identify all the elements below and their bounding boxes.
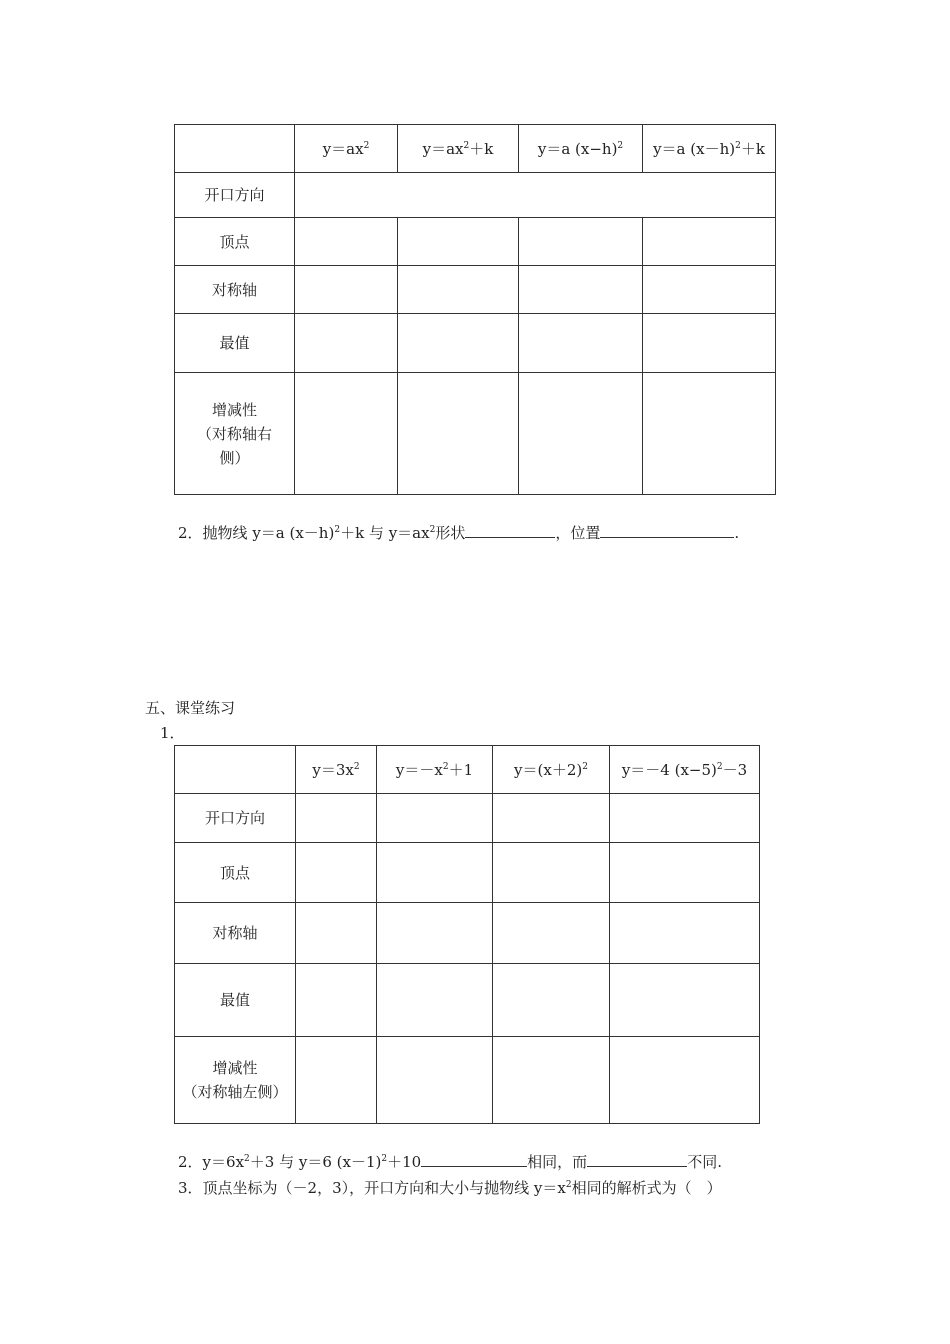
answer-cell[interactable] (643, 373, 776, 495)
row-label: 顶点 (175, 843, 296, 903)
table-row (175, 1037, 760, 1124)
answer-cell[interactable] (377, 794, 493, 843)
exercise-2: 2．$y=6x^2+3$ 与 y＝6 $(x-1)^2+10$ 相同，而 不同. (178, 1153, 722, 1171)
answer-blank[interactable] (600, 523, 734, 538)
answer-cell[interactable] (295, 173, 776, 218)
row-label: 对称轴 (175, 266, 295, 314)
row-label: 顶点 (175, 218, 295, 266)
answer-cell[interactable] (493, 843, 610, 903)
row-label: 开口方向 (175, 794, 296, 843)
answer-cell[interactable] (398, 373, 519, 495)
answer-cell[interactable] (377, 1037, 493, 1124)
answer-cell[interactable] (519, 314, 643, 373)
answer-cell[interactable] (493, 794, 610, 843)
table-row (175, 173, 776, 218)
table-row (175, 218, 776, 266)
answer-cell[interactable] (398, 266, 519, 314)
answer-cell[interactable] (643, 314, 776, 373)
header-cell: $y=ax^2+k$ (398, 125, 519, 173)
answer-cell[interactable] (377, 964, 493, 1037)
answer-cell[interactable] (493, 964, 610, 1037)
answer-cell[interactable] (519, 266, 643, 314)
answer-cell[interactable] (643, 266, 776, 314)
answer-cell[interactable] (519, 218, 643, 266)
table-row (175, 794, 760, 843)
header-cell: $y=3x^2$ (296, 746, 377, 794)
table-row (175, 843, 760, 903)
answer-cell[interactable] (296, 843, 377, 903)
answer-cell[interactable] (610, 903, 760, 964)
row-label: 开口方向 (175, 173, 295, 218)
answer-cell[interactable] (295, 373, 398, 495)
answer-cell[interactable] (296, 903, 377, 964)
row-label-sub: （对称轴右 (196, 424, 272, 443)
answer-cell[interactable] (377, 843, 493, 903)
table-header-row (175, 125, 776, 173)
answer-cell[interactable] (377, 903, 493, 964)
header-cell: y＝a $(x-h)^2$ (519, 125, 643, 173)
table-row (175, 266, 776, 314)
row-label (175, 1037, 296, 1124)
section-title: 五、课堂练习 (145, 699, 236, 717)
table-row (175, 373, 776, 495)
answer-cell[interactable] (295, 266, 398, 314)
answer-cell[interactable] (296, 964, 377, 1037)
table-row (175, 903, 760, 964)
vertex-form-table (174, 124, 776, 495)
header-cell: $y=-x^2+1$ (377, 746, 493, 794)
exercise-table (174, 745, 760, 1124)
row-label-main: 增减性 (211, 400, 257, 419)
answer-cell[interactable] (398, 218, 519, 266)
answer-cell[interactable] (296, 1037, 377, 1124)
row-label-main: 增减性 (212, 1059, 258, 1077)
row-label: 最值 (175, 964, 296, 1037)
answer-cell[interactable] (295, 218, 398, 266)
answer-cell[interactable] (493, 903, 610, 964)
answer-blank[interactable] (421, 1152, 527, 1167)
answer-cell[interactable] (295, 314, 398, 373)
row-label: 对称轴 (175, 903, 296, 964)
exercise-3: 3．顶点坐标为（－2，3），开口方向和大小与抛物线 $y=x^2$相同的解析式为（ ） (178, 1179, 722, 1197)
answer-blank[interactable] (465, 523, 555, 538)
header-cell: $y=ax^2$ (295, 125, 398, 173)
header-cell: y＝－4 $(x-5)^2-3$ (610, 746, 760, 794)
row-label-sub: 侧） (219, 448, 250, 467)
table-header-row (175, 746, 760, 794)
answer-cell[interactable] (519, 373, 643, 495)
answer-cell[interactable] (643, 218, 776, 266)
header-corner-cell (175, 125, 295, 173)
answer-cell[interactable] (493, 1037, 610, 1124)
table-row (175, 314, 776, 373)
answer-cell[interactable] (610, 1037, 760, 1124)
table-row (175, 964, 760, 1037)
answer-blank[interactable] (587, 1152, 687, 1167)
question-2-shape-position: 2．抛物线 y＝a $(x-h)^2+k$ 与 $y=ax^2$形状 ，位置 . (178, 524, 740, 542)
item-number: 1． (160, 724, 185, 742)
answer-cell[interactable] (398, 314, 519, 373)
answer-cell[interactable] (296, 794, 377, 843)
header-cell: $y=(x+2)^2$ (493, 746, 610, 794)
row-label (175, 373, 295, 495)
header-cell: y＝a $(x-h)^2+k$ (643, 125, 776, 173)
row-label: 最值 (175, 314, 295, 373)
row-label-sub: （对称轴左侧） (182, 1083, 288, 1101)
header-corner-cell (175, 746, 296, 794)
answer-cell[interactable] (610, 964, 760, 1037)
answer-cell[interactable] (610, 843, 760, 903)
answer-cell[interactable] (610, 794, 760, 843)
